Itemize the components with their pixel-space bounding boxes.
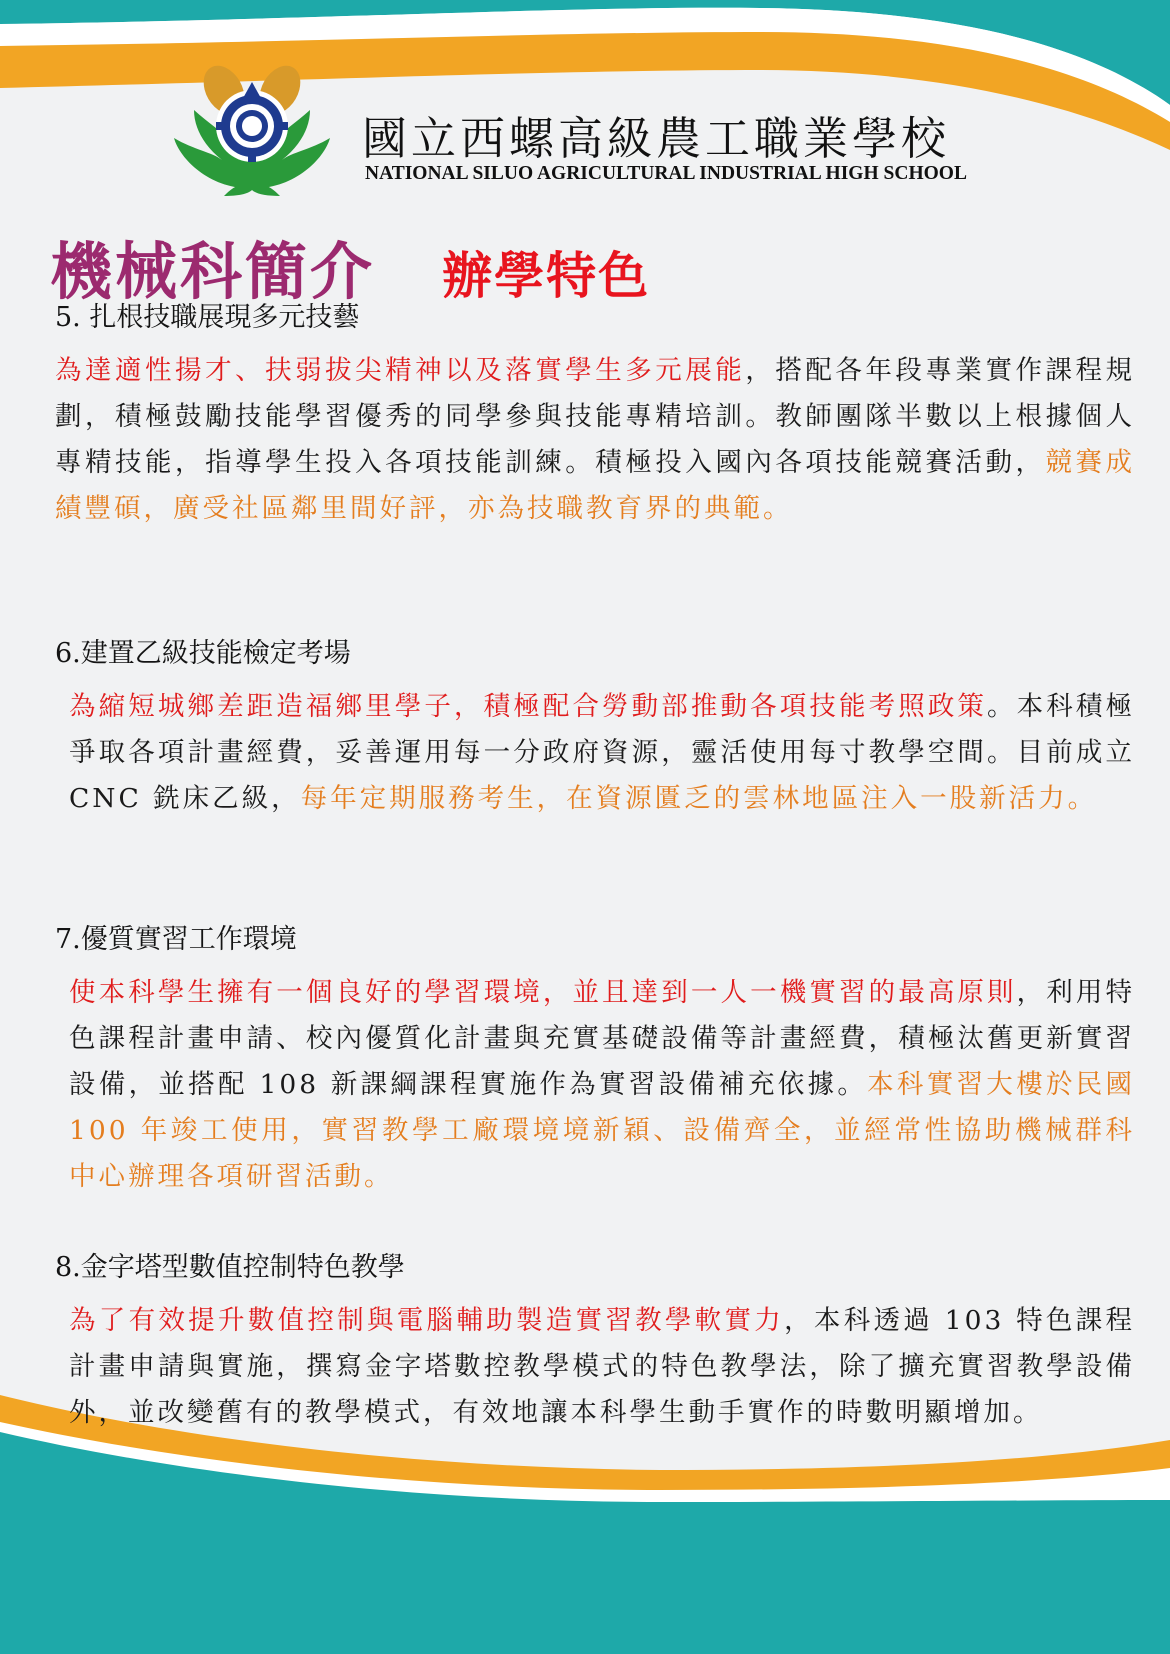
school-header xyxy=(172,60,1012,200)
section-8 xyxy=(55,1250,1135,1436)
section-7 xyxy=(55,922,1135,1200)
section-paragraph xyxy=(55,348,1135,532)
body-text: ，利用特色課程計畫申請、校內優質化計畫與充實基礎設備等計畫經費，積極汰舊更新實習設備，並搭配 108 新課綱課程實施作為實習設備補充依據。 xyxy=(69,977,1135,1100)
section-paragraph xyxy=(69,970,1135,1200)
body-text: ，本科透過 103 特色課程計畫申請與實施，撰寫金字塔數控教學模式的特色教學法，除了擴充實習教學設備外，並改變舊有的教學模式，有效地讓本科學生動手實作的時數明顯增加。 xyxy=(69,1305,1135,1428)
section-heading: 7.優質實習工作環境 xyxy=(55,924,297,955)
section-paragraph xyxy=(69,684,1135,822)
highlight-red: 使本科學生擁有一個良好的學習環境，並且達到一人一機實習的最高原則 xyxy=(69,977,1017,1008)
highlight-red: 為達適性揚才、扶弱拔尖精神以及落實學生多元展能 xyxy=(55,355,746,386)
page-title: 機械科簡介 xyxy=(50,235,376,308)
school-name-zh: 國立西螺高級農工職業學校 xyxy=(362,112,951,165)
school-name-en: NATIONAL SILUO AGRICULTURAL INDUSTRIAL HIGH SCHOOL xyxy=(365,163,967,184)
section-heading: 5. 扎根技職展現多元技藝 xyxy=(55,302,360,333)
highlight-orange: 每年定期服務考生，在資源匱乏的雲林地區注入一股新活力。 xyxy=(300,783,1098,814)
section-heading: 8.金字塔型數值控制特色教學 xyxy=(55,1252,405,1283)
highlight-red: 為縮短城鄉差距造福鄉里學子，積極配合勞動部推動各項技能考照政策 xyxy=(69,691,988,722)
body-text: 。本科積極爭取各項計畫經費，妥善運用每一分政府資源，靈活使用每寸教學空間。目前成立 CNC 銑床乙級， xyxy=(69,691,1136,814)
page-subtitle: 辦學特色 xyxy=(442,246,651,305)
section-heading: 6.建置乙級技能檢定考場 xyxy=(55,638,351,669)
section-5 xyxy=(55,300,1135,532)
school-emblem-icon xyxy=(172,60,332,200)
body-text: ，搭配各年段專業實作課程規劃，積極鼓勵技能學習優秀的同學參與技能專精培訓。教師團隊半數以上根據個人專精技能，指導學生投入各項技能訓練。積極投入國內各項技能競賽活動， xyxy=(55,355,1135,478)
highlight-orange: 競賽成績豐碩，廣受社區鄰里間好評，亦為技職教育界的典範。 xyxy=(55,447,1136,524)
page-titles xyxy=(50,222,650,311)
highlight-orange: 本科實習大樓於民國 100 年竣工使用，實習教學工廠環境境新穎、設備齊全，並經常性協助機械群科中心辦理各項研習活動。 xyxy=(69,1069,1135,1192)
section-paragraph xyxy=(69,1298,1135,1436)
section-6 xyxy=(55,636,1135,822)
highlight-red: 為了有效提升數值控制與電腦輔助製造實習教學軟實力 xyxy=(69,1305,785,1336)
